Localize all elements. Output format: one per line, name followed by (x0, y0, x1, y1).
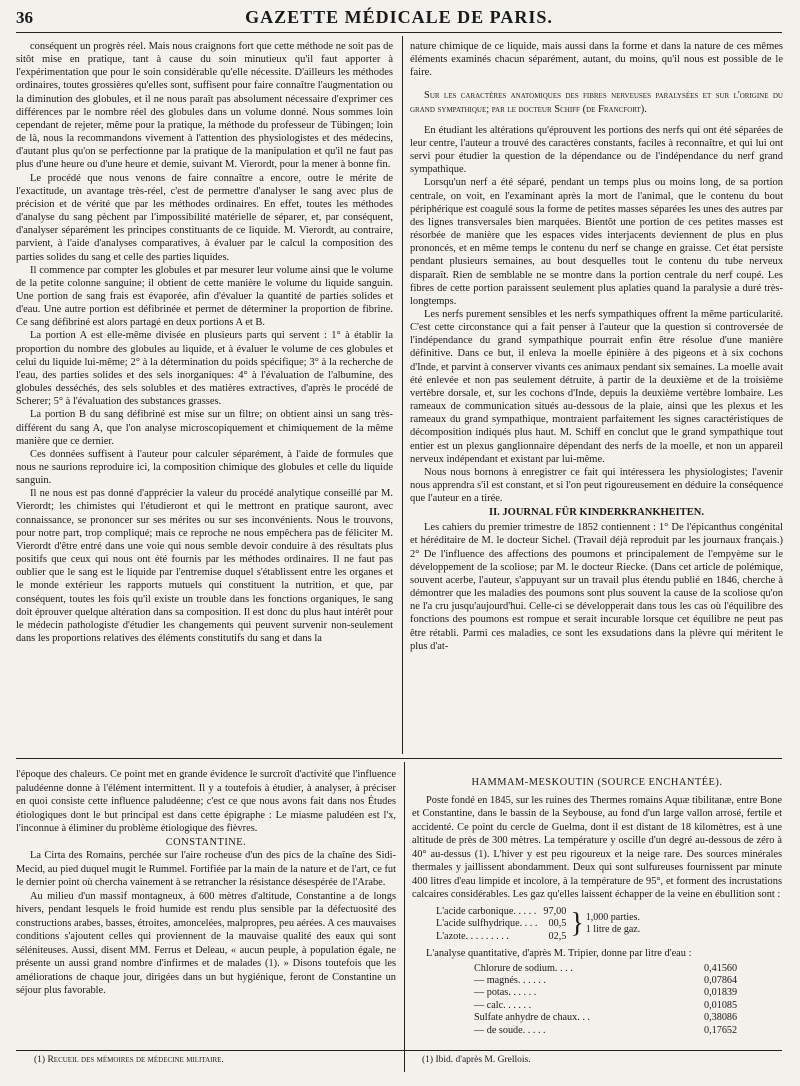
paragraph: l'époque des chaleurs. Ce point met en grande évidence le surcroît d'activité que l'influence paludéenne donne à l'élément intermittent. Il y a toutefois à étudier, à analyser, à préciser en quoi consiste cette influence paludéenne; c'est ce que nous avons fait dans nos Études étiologiques dont le but principal est dans cette épigraphe : Le miasme paludéen est l'x, l'inconnue à éliminer du problème étiologique des fièvres. (16, 769, 396, 834)
paragraph: Nous nous bornons à enregistrer ce fait qui intéressera les physiologistes; l'avenir nous apprendra s'il est constant, et si l'on peut rigoureusement en déduire la conséquence que l'auteur en a tirée. (410, 466, 783, 505)
table-row (474, 963, 764, 975)
paragraph: En étudiant les altérations qu'éprouvent les portions des nerfs qui ont été séparées de leur centre, l'auteur a trouvé des caractères constants, faciles à reconnaître, et qui lui ont servi pour étudier la question de la dépendance ou de l'indépendance du nerf grand sympathique. (410, 124, 783, 176)
column-divider (404, 762, 405, 1072)
gas-value: 02,5 (548, 930, 567, 942)
compound-value: 0,17652 (704, 1024, 738, 1036)
upper-left-column (16, 40, 393, 750)
horizontal-divider (16, 758, 782, 759)
compound-value: 0,38086 (704, 1012, 738, 1024)
section-subtitle: CONSTANTINE. (165, 836, 247, 848)
paragraph: conséquent un progrès réel. Mais nous craignons fort que cette méthode ne soit pas de sitôt mise en pratique, tant à cause du soin minutieux qu'il faut apporter à l'expérimentation que pour le soin considérable qu'elle nécessite. D'ailleurs les méthodes ordinaires, toutes grossières qu'elles sont, suffisent pour faire connaître l'augmentation ou la diminution des globules, et il ne nous paraît pas absolument nécessaire d'exprimer ces différences par le nombre réel des globules dans un volume donné. Nous sommes loin cependant de rejeter, même pour la pratique, la méthode du professeur de Tübingen; loin de là, nous la recommandons vivement à l'attention des physiologistes et des médecins, d'autant plus qu'on se perfectionne par la pratique de la manipulation et qu'il ne faut pas plus d'une heure ou d'une heure et demie, suivant M. Vierordt, pour la mener à bonne fin. (16, 41, 393, 171)
compound-name: Sulfate anhydre de chaux. . . (474, 1012, 590, 1024)
compound-value: 0,01839 (704, 987, 738, 999)
footnote-divider (16, 1050, 782, 1051)
paragraph: Lorsqu'un nerf a été séparé, pendant un temps plus ou moins long, de sa portion centrale, on voit, en l'examinant après la mort de l'animal, que le contenu du bout périphérique est coagulé sous la forme de petites masses séparées les unes des autres par des lignes transversales bien marquées. Bientôt une portion de ces petites masses est résorbée de manière que les espaces vides interjacents deviennent de plus en plus prononcés, et en même temps le contenu du nerf se change en graisse. Cet état persiste pendant plusieurs semaines, au bout desquelles tout le contenu du tube nerveux disparaît. Rien de semblable ne se montre dans la portion centrale du nerf coupé. Les fibres de cette portion paraissent seulement plus aplaties quand la paralysie a duré très-longtemps. (410, 177, 783, 307)
section-subtitle: HAMMAM-MESKOUTIN (SOURCE ENCHANTÉE). (471, 777, 723, 788)
gas-value: 00,5 (548, 918, 567, 929)
page-number: 36 (16, 8, 33, 27)
gas-name: L'acide sulfhydrique. . . . (436, 918, 538, 929)
table-row (474, 975, 764, 987)
paragraph: La Cirta des Romains, perchée sur l'aire rocheuse d'un des pics de la chaîne des Sidi-Mecid, au pied duquel mugit le Rummel. Fortifiée par la main de la nature et de l'art, ce fut le dernier point où chercha vainement à se retrancher la résistance désespérée de l'Arabe. (16, 850, 396, 888)
column-divider (402, 36, 403, 754)
compound-value: 0,01085 (704, 999, 738, 1011)
paragraph: La portion B du sang défibriné est mise sur un filtre; on obtient ainsi un sang très-différent du sang A, que l'on analyse microscopiquement et chimiquement de la même manière que ce dernier. (16, 409, 393, 447)
table-row (474, 987, 764, 999)
paragraph: Au milieu d'un massif montagneux, à 600 mètres d'altitude, Constantine a de longs hivers, pendant lesquels le froid humide est rendu plus sensible par la défectuosité des constructions arabes, basses, étroites, amoncelées, malpropres, peu aérées. A ces mauvaises conditions s'ajoutent celles qui proviennent de la mauvaise qualité des eaux qui sont séléniteuses. Aussi, disent MM. Ferrus et Deleau, « aucun peuple, à population égale, ne présente un aussi grand nombre d'infirmes et de malades (1). » Disons toutefois que les améliorations de chaque jour, dirigées dans un but hygiénique, feront de Constantine un séjour plus favorable. (16, 890, 396, 996)
compound-name: — calc. . . . . . (474, 999, 532, 1011)
footnote-left: (1) Recueil des mémoires de médecine militaire. (34, 1055, 224, 1065)
page-title: GAZETTE MÉDICALE DE PARIS. (245, 7, 553, 27)
table-row (474, 1012, 764, 1024)
paragraph: Ces données suffisent à l'auteur pour calculer séparément, à l'aide de formules que nous ne saurions reproduire ici, la composition chimique des globules et celle du liquide sanguin. (16, 448, 393, 487)
gas-composition-table (436, 906, 782, 944)
footnote-right: (1) Ibid. d'après M. Grellois. (422, 1055, 531, 1065)
gas-note: 1,000 parties. (585, 912, 640, 924)
article-heading-title: Sur les caractères anatomiques des fibres nerveuses paralysées et sur l'origine du grand sympathique (410, 90, 783, 115)
compound-name: Chlorure de sodium. . . . (474, 962, 573, 974)
table-row (474, 1025, 764, 1037)
water-analysis-table (474, 963, 782, 1038)
paragraph: Les nerfs purement sensibles et les nerfs sympathiques offrent la même particularité. C'est cette circonstance qui a fait penser à l'auteur que la question si controversée de l'indépendance du grand sympathique pourrait enfin être résolue d'une manière définitive. Dans ce but, il enleva la moelle épinière à des pigeons et à six cochons d'Inde, et parvint à conserver vivants ces animaux pendant six semaines. La moelle avait été enlevée et non pas seulement détruite, à partir de la deuxième et de la troisième vertèbre dorsale, et, sur les cochons d'Inde, depuis la deuxième vertèbre lombaire. Les rameaux de communication situés au-dessous de la plaie, ainsi que les plexus et les rameaux du grand sympathique, montraient parfaitement les signes caractéristiques de décomposition indiqués plus haut. M. Schiff en conclut que le grand sympathique tout entier est un plexus ganglionnaire dépendant des nerfs de la moelle, et non un appareil nerveux indépendant et existant par lui-même. (410, 308, 783, 465)
compound-value: 0,41560 (704, 962, 738, 974)
paragraph: Il commence par compter les globules et par mesurer leur volume ainsi que le volume de la petite colonne sanguine; il obtient de cette manière le volume du liquide sanguin. Une portion de sang frais est évaporée, afin d'évaluer la quantité de parties solides et d'eau. Une autre portion est défibrinée et permet de déterminer la proportion de fibrine. Ce sang défibriné est alors partagé en deux portions A et B. (16, 264, 393, 329)
compound-value: 0,07864 (704, 974, 738, 986)
gas-name: L'azote. . . . . . . . . (436, 930, 509, 942)
paragraph: Il ne nous est pas donné d'apprécier la valeur du procédé analytique conseillé par M. Vierordt; les chimistes qui l'étudieront et qui le mettront en pratique sauront, avec connaissance, se prononcer sur ses mérites ou sur ses inconvénients. Nous le trouvons, pour notre part, trop compliqué; mais ce reproche ne nous empêchera pas de féliciter M. Vierordt d'être entré dans une voie qui nous semble devoir conduire à des résultats plus positifs que ceux qui nous ont été fournis par les méthodes ordinaires. Il ne faut pas oublier que le sang est le liquide par l'entremise duquel s'établissent entre les organes et le monde extérieur les rapports mutuels qui constituent la nutrition, et que, par conséquent, toutes les fois qu'il existe un trouble dans les fonctions organiques, le sang doit éprouver quelque altération dans sa composition. Il est donc du plus haut intérêt pour le médecin pathologiste d'étudier les changements qui peuvent survenir non-seulement dans les proportions relatives des éléments constitutifs du sang et dans la (16, 488, 393, 645)
article-heading (410, 89, 783, 115)
paragraph: Les cahiers du premier trimestre de 1852 contiennent : 1° De l'épicanthus congénital et héréditaire de M. le docteur Sichel. (Travail déjà reproduit par les journaux français.) 2° De l'influence des affections des poumons et principalement de l'empyème sur le développement de la scoliose; par M. le docteur Riecke. (Dans cet article de polémique, souvent acerbe, l'auteur, s'appuyant sur un travail plus étendu publié en 1846, cherche à démontrer que les maladies des poumons sont plus souvent la cause de la scoliose qu'on ne l'a cru jusqu'aujourd'hui. Celle-ci se développerait dans tous les cas où l'équilibre des fonctions des poumons est rompue et serait incurable lorsque cet équilibre ne peut pas être rétabli. Parmi ces maladies, ce sont les exsudations dans la plèvre qui méritent le plus d'at- (410, 522, 783, 652)
compound-name: — de soude. . . . . (474, 1024, 546, 1036)
compound-name: — magnés. . . . . . (474, 974, 546, 986)
article-heading-author: ; par le docteur Schiff (de Francfort). (486, 103, 647, 115)
paragraph: Le procédé que nous venons de faire connaître a encore, outre le mérite de l'exactitude, un avantage très-réel, c'est de permettre d'analyser le sang avec plus de précision et de vérité que par les méthodes ordinaires. En effet, toutes les méthodes d'analyse du sang pèchent par l'impossibilité matérielle de séparer, et, par conséquent, d'analyser séparément les principes constituants de ce liquide. M. Vierordt, au contraire, parvient, à l'aide d'analyses comparatives, à évaluer par le calcul la composition des parties solides du sang et celle des parties liquides. (16, 172, 393, 263)
paragraph: Poste fondé en 1845, sur les ruines des Thermes romains Aquæ tibilitanæ, entre Bone et Constantine, dans le bassin de la Seybouse, au fond d'un large vallon arrosé, fertile et accidenté. Ce point du cercle de Guelma, dont il est distant de 18 kilomètres, est à une altitude de près de 300 mètres. La température y oscille d'un degré au-dessous de zéro à 40° au-dessus (1). L'hiver y est peu rigoureux et la neige rare. Des sources minérales thermales y jaillissent abondamment. Deux qui sont sulfureuses fournissent par minute 400 litres d'eau limpide et incolore, à la température de 95°, et forment des incrustations calcaires considérables. Les gaz qu'elles laissent échapper de la veine en ébullition sont : (412, 794, 782, 900)
paragraph: La portion A est elle-même divisée en plusieurs parts qui servent : 1° à établir la proportion du nombre des globules au liquide, et à évaluer le volume de ces globules et celui du liquide lui-même; 2° à la détermination du poids spécifique; 3° à la recherche de l'eau, des parties solides et des sels inorganiques: 4° à l'évaluation de l'albumine, des globules desséchés, des sels solubles et des matières extractives, d'après le procédé de Scherer; 5° à l'évaluation des substances grasses. (16, 330, 393, 408)
gas-name: L'acide carbonique. . . . . (436, 905, 537, 917)
paragraph: L'analyse quantitative, d'après M. Tripier, donne par litre d'eau : (426, 948, 692, 959)
table-row (474, 1000, 764, 1012)
lower-right-column (412, 768, 782, 1046)
lower-left-column (16, 768, 396, 1046)
compound-name: — potas. . . . . . (474, 987, 537, 999)
gas-note: 1 litre de gaz. (585, 924, 641, 936)
gas-value: 97,00 (543, 905, 567, 917)
brace: } (570, 908, 584, 940)
upper-right-column (410, 40, 783, 750)
section-title: II. JOURNAL FÜR KINDERKRANKHEITEN. (489, 507, 704, 519)
paragraph: nature chimique de ce liquide, mais aussi dans la forme et dans la nature de ces mêmes éléments examinés chacun séparément, autant, du moins, qu'il nous est possible de le faire. (410, 41, 783, 79)
page-header (16, 6, 782, 33)
